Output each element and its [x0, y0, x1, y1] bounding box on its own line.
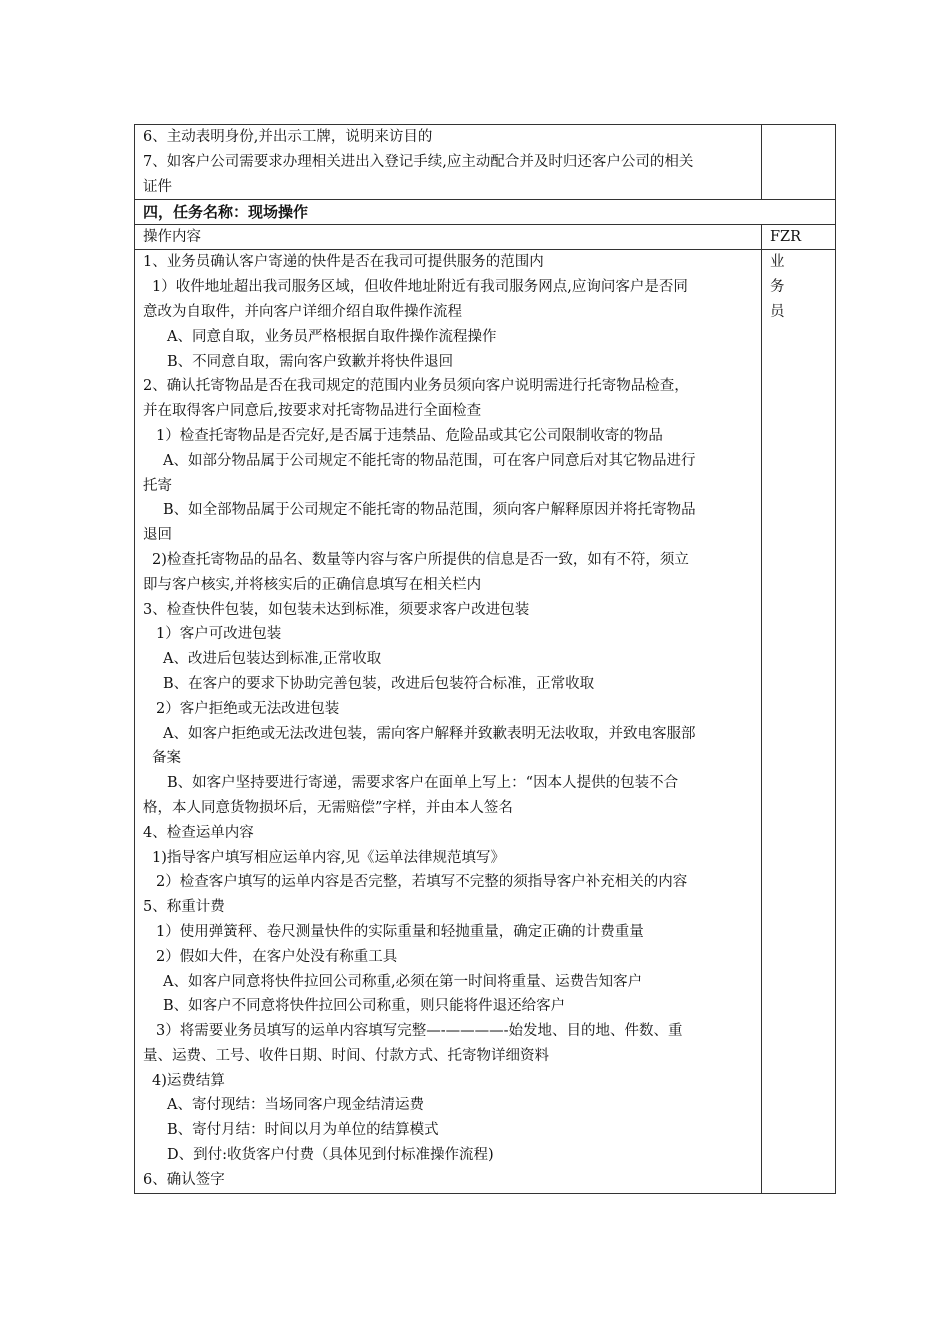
- header-content-cell: [135, 225, 762, 250]
- content-line: B、如客户不同意将快件拉回公司称重，则只能将件退还给客户: [163, 998, 566, 1015]
- header-content-label: 操作内容: [143, 229, 201, 246]
- content-line: 退回: [143, 527, 172, 544]
- content-line: 1）检查托寄物品是否完好,是否属于违禁品、危险品或其它公司限制收寄的物品: [156, 427, 663, 444]
- content-line: 1）收件地址超出我司服务区域，但收件地址附近有我司服务网点,应询问客户是否同: [152, 279, 688, 296]
- content-line: B、如客户坚持要进行寄递，需要求客户在面单上写上：“因本人提供的包装不合: [167, 775, 679, 792]
- responsible-char: 业: [770, 254, 785, 271]
- content-line: 1)指导客户填写相应运单内容,见《运单法律规范填写》: [152, 849, 505, 866]
- table-header-row: [135, 225, 836, 250]
- continuation-responsible-cell: [762, 125, 836, 200]
- operation-responsible-cell: [762, 250, 836, 1193]
- content-line: 证件: [143, 178, 172, 195]
- responsible-char: 务: [770, 279, 785, 296]
- responsible-char: 员: [770, 303, 785, 320]
- section-title-row: [135, 200, 836, 225]
- content-line: 6、确认签字: [143, 1171, 225, 1188]
- content-line: 5、称重计费: [143, 899, 225, 916]
- content-line: B、不同意自取，需向客户致歉并将快件退回: [167, 353, 454, 370]
- content-line: 7、如客户公司需要求办理相关进出入登记手续,应主动配合并及时归还客户公司的相关: [143, 153, 694, 170]
- operation-row: [135, 250, 836, 1193]
- content-line: 2)检查托寄物品的品名、数量等内容与客户所提供的信息是否一致，如有不符，须立: [152, 551, 689, 568]
- content-line: A、同意自取，业务员严格根据自取件操作流程操作: [167, 328, 497, 345]
- content-line: A、如部分物品属于公司规定不能托寄的物品范围，可在客户同意后对其它物品进行: [163, 452, 696, 469]
- content-line: B、在客户的要求下协助完善包装，改进后包装符合标准，正常收取: [163, 675, 595, 692]
- content-line: 4)运费结算: [152, 1072, 225, 1089]
- content-line: 意改为自取件，并向客户详细介绍自取件操作流程: [143, 303, 462, 320]
- responsible-person: [762, 250, 790, 324]
- content-line: A、如客户同意将快件拉回公司称重,必须在第一时间将重量、运费告知客户: [163, 973, 643, 990]
- section-title-cell: [135, 200, 836, 225]
- content-line: B、如全部物品属于公司规定不能托寄的物品范围，须向客户解释原因并将托寄物品: [163, 502, 696, 519]
- content-line: D、到付:收货客户付费（具体见到付标准操作流程): [167, 1147, 494, 1164]
- content-line: 1、业务员确认客户寄递的快件是否在我司可提供服务的范围内: [143, 254, 544, 271]
- content-line: 量、运费、工号、收件日期、时间、付款方式、托寄物详细资料: [143, 1047, 549, 1064]
- operation-content-cell: [135, 250, 762, 1193]
- content-line: A、如客户拒绝或无法改进包装，需向客户解释并致歉表明无法收取，并致电客服部: [163, 725, 696, 742]
- procedure-table: [134, 124, 836, 1194]
- continuation-row: [135, 125, 836, 200]
- content-line: 即与客户核实,并将核实后的正确信息填写在相关栏内: [143, 576, 482, 593]
- content-line: B、寄付月结：时间以月为单位的结算模式: [167, 1122, 439, 1139]
- content-line: 并在取得客户同意后,按要求对托寄物品进行全面检查: [143, 403, 482, 420]
- content-line: 1）使用弹簧秤、卷尺测量快件的实际重量和轻抛重量，确定正确的计费重量: [156, 923, 644, 940]
- content-line: A、改进后包装达到标准,正常收取: [163, 651, 382, 668]
- content-line: 2）检查客户填写的运单内容是否完整，若填写不完整的须指导客户补充相关的内容: [156, 874, 688, 891]
- content-line: A、寄付现结：当场同客户现金结清运费: [167, 1097, 424, 1114]
- content-line: 格，本人同意货物损坏后，无需赔偿”字样，并由本人签名: [143, 799, 513, 816]
- content-line: 4、检查运单内容: [143, 824, 254, 841]
- content-line: 3）将需要业务员填写的运单内容填写完整—-————-始发地、目的地、件数、重: [156, 1023, 683, 1040]
- section-title: 四，任务名称：现场操作: [143, 203, 309, 222]
- continuation-content-cell: [135, 125, 762, 200]
- content-line: 2）客户拒绝或无法改进包装: [156, 700, 340, 717]
- content-line: 2）假如大件，在客户处没有称重工具: [156, 948, 398, 965]
- content-line: 备案: [152, 750, 181, 767]
- content-line: 托寄: [143, 477, 172, 494]
- header-responsible-cell: [762, 225, 836, 250]
- content-line: 2、确认托寄物品是否在我司规定的范围内业务员须向客户说明需进行托寄物品检查，: [143, 378, 689, 395]
- header-responsible-label: FZR: [770, 229, 802, 246]
- content-line: 1）客户可改进包装: [156, 626, 282, 643]
- content-line: 3、检查快件包装，如包装未达到标准，须要求客户改进包装: [143, 601, 530, 618]
- content-line: 6、主动表明身份,并出示工牌，说明来访目的: [143, 129, 433, 145]
